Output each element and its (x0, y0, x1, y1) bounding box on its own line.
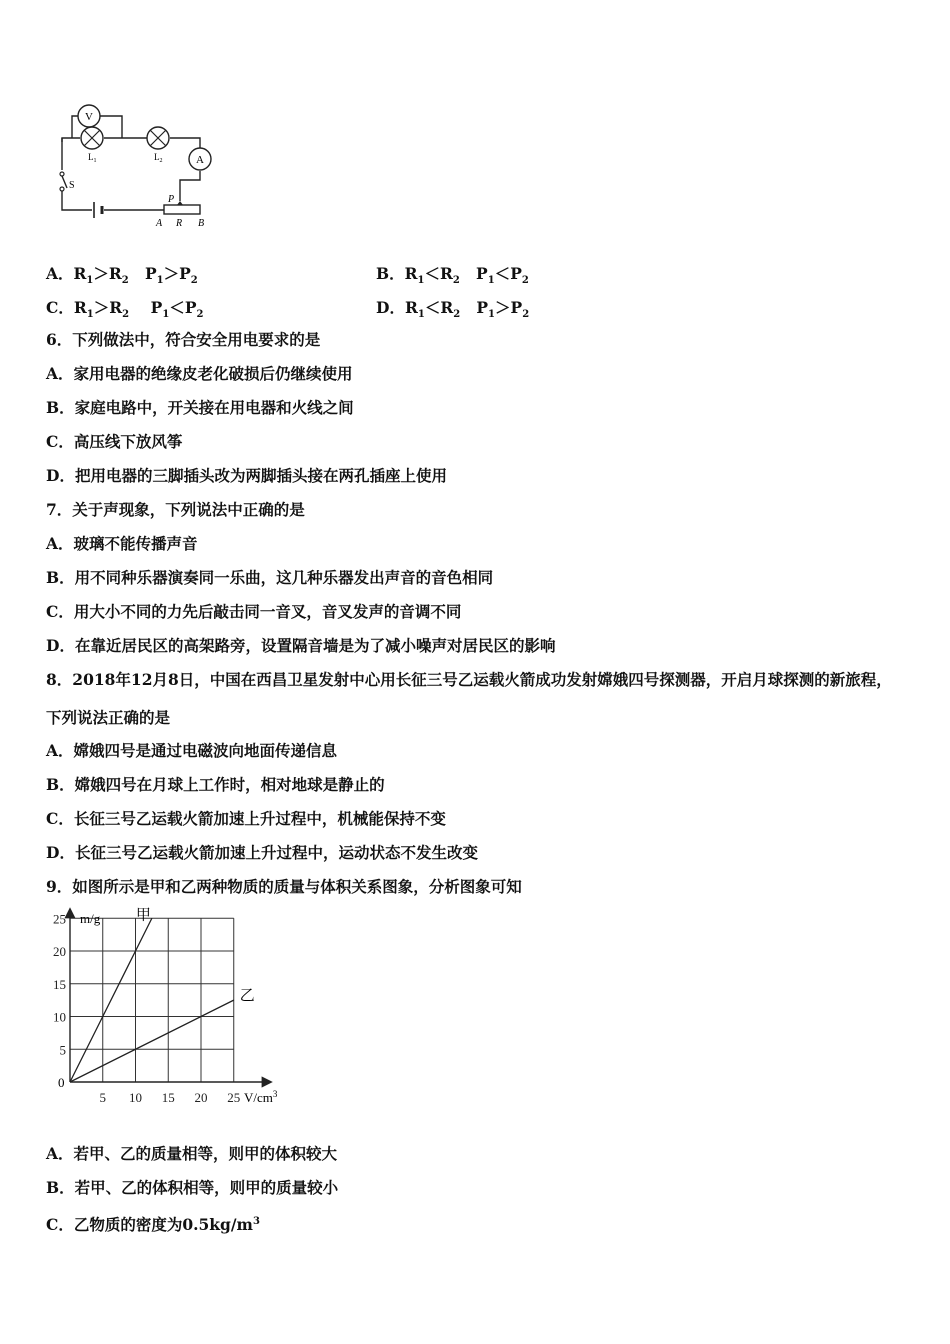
circuit-diagram (52, 98, 232, 240)
switch-contact-icon (60, 187, 64, 191)
wire-voltmeter-right (100, 116, 122, 138)
wire-top-left (62, 138, 80, 142)
q8-stem: 8．2018年12月8日，中国在西昌卫星发射中心用长征三号乙运载火箭成功发射嫦娥四号探测器，开启月球探测的新旅程，下列说法正确的是 (46, 670, 892, 727)
q9-option-c[interactable]: C．乙物质的密度为$0.5kg/m^3$ (46, 1215, 260, 1235)
rheostat-b-label: B (198, 218, 205, 229)
lamp-l2-label: $L_2$ (154, 152, 163, 164)
x-tick-label: 25 (227, 1090, 241, 1105)
chart-grid (70, 918, 234, 1082)
x-tick-label: 10 (129, 1090, 142, 1105)
mass-volume-chart (40, 905, 300, 1115)
battery-icon (94, 202, 102, 218)
switch-blade (62, 176, 67, 188)
lamp-l2-icon (147, 127, 169, 149)
x-tick-label: 5 (99, 1090, 106, 1105)
q9-option-a[interactable]: A．若甲、乙的质量相等，则甲的体积较大 (46, 1144, 338, 1163)
q6-stem: 6．下列做法中，符合安全用电要求的是 (46, 330, 321, 349)
q5-option-a[interactable]: A．$R_1>R_2$ $P_1>P_2$ (46, 264, 198, 287)
q7-option-d[interactable]: D．在靠近居民区的高架路旁，设置隔音墙是为了减小噪声对居民区的影响 (46, 636, 556, 655)
q7-option-b[interactable]: B．用不同种乐器演奏同一乐曲，这几种乐器发出声音的音色相同 (46, 568, 494, 587)
q5-option-c[interactable]: C．$R_1>R_2$ $P_1<P_2$ (46, 298, 204, 321)
q8-option-c[interactable]: C．长征三号乙运载火箭加速上升过程中，机械能保持不变 (46, 809, 446, 828)
q6-option-c[interactable]: C．高压线下放风筝 (46, 432, 183, 451)
x-tick-label: 20 (194, 1090, 208, 1105)
ammeter-label: A (196, 154, 204, 166)
y-tick-label: 10 (53, 1009, 66, 1025)
slider-label: P (168, 194, 175, 205)
q7-option-c[interactable]: C．用大小不同的力先后敲击同一音叉，音叉发声的音调不同 (46, 602, 462, 621)
origin-label: 0 (58, 1075, 65, 1090)
y-tick-label: 20 (53, 944, 66, 959)
q5-option-b[interactable]: B．$R_1<R_2$ $P_1<P_2$ (376, 264, 529, 287)
voltmeter-label: V (85, 111, 93, 123)
lamp-l1-icon (81, 127, 103, 149)
rheostat-icon (164, 205, 200, 214)
q6-option-a[interactable]: A．家用电器的绝缘皮老化破损后仍继续使用 (46, 364, 353, 383)
q6-option-d[interactable]: D．把用电器的三脚插头改为两脚插头接在两孔插座上使用 (46, 466, 447, 485)
series-label: 甲 (135, 905, 151, 924)
rheostat-a-label: A (156, 218, 163, 229)
y-tick-label: 25 (53, 911, 66, 927)
series-label: 乙 (239, 986, 255, 1005)
x-axis-label: $V/cm^3$ (244, 1089, 278, 1105)
q8-option-d[interactable]: D．长征三号乙运载火箭加速上升过程中，运动状态不发生改变 (46, 843, 478, 862)
q9-option-b[interactable]: B．若甲、乙的体积相等，则甲的质量较小 (46, 1178, 339, 1197)
q8-option-a[interactable]: A．嫦娥四号是通过电磁波向地面传递信息 (46, 741, 338, 760)
switch-label: S (69, 180, 75, 191)
rheostat-r-label: R (176, 218, 183, 229)
slider-arrow-icon (177, 201, 183, 205)
q9-stem: 9．如图所示是甲和乙两种物质的质量与体积关系图象，分析图象可知 (46, 877, 522, 896)
q7-stem: 7．关于声现象，下列说法中正确的是 (46, 500, 305, 519)
y-axis-label: m/g (80, 911, 101, 926)
wire-right (180, 171, 200, 201)
q5-option-d[interactable]: D．$R_1<R_2$ $P_1>P_2$ (376, 298, 530, 321)
wire-left-lower (62, 188, 92, 210)
q6-option-b[interactable]: B．家庭电路中，开关接在用电器和火线之间 (46, 398, 354, 417)
lamp-l1-label: $L_1$ (88, 152, 97, 164)
q7-option-a[interactable]: A．玻璃不能传播声音 (46, 534, 198, 553)
q8-option-b[interactable]: B．嫦娥四号在月球上工作时，相对地球是静止的 (46, 775, 385, 794)
wire-voltmeter-left (72, 116, 78, 138)
y-tick-label: 5 (59, 1042, 66, 1058)
series-line-yi (70, 1000, 234, 1082)
switch-contact-icon (60, 172, 64, 176)
x-tick-label: 15 (161, 1090, 175, 1105)
wire-top-right (170, 138, 200, 148)
y-tick-label: 15 (53, 976, 66, 992)
series-line-jia (70, 918, 152, 1082)
